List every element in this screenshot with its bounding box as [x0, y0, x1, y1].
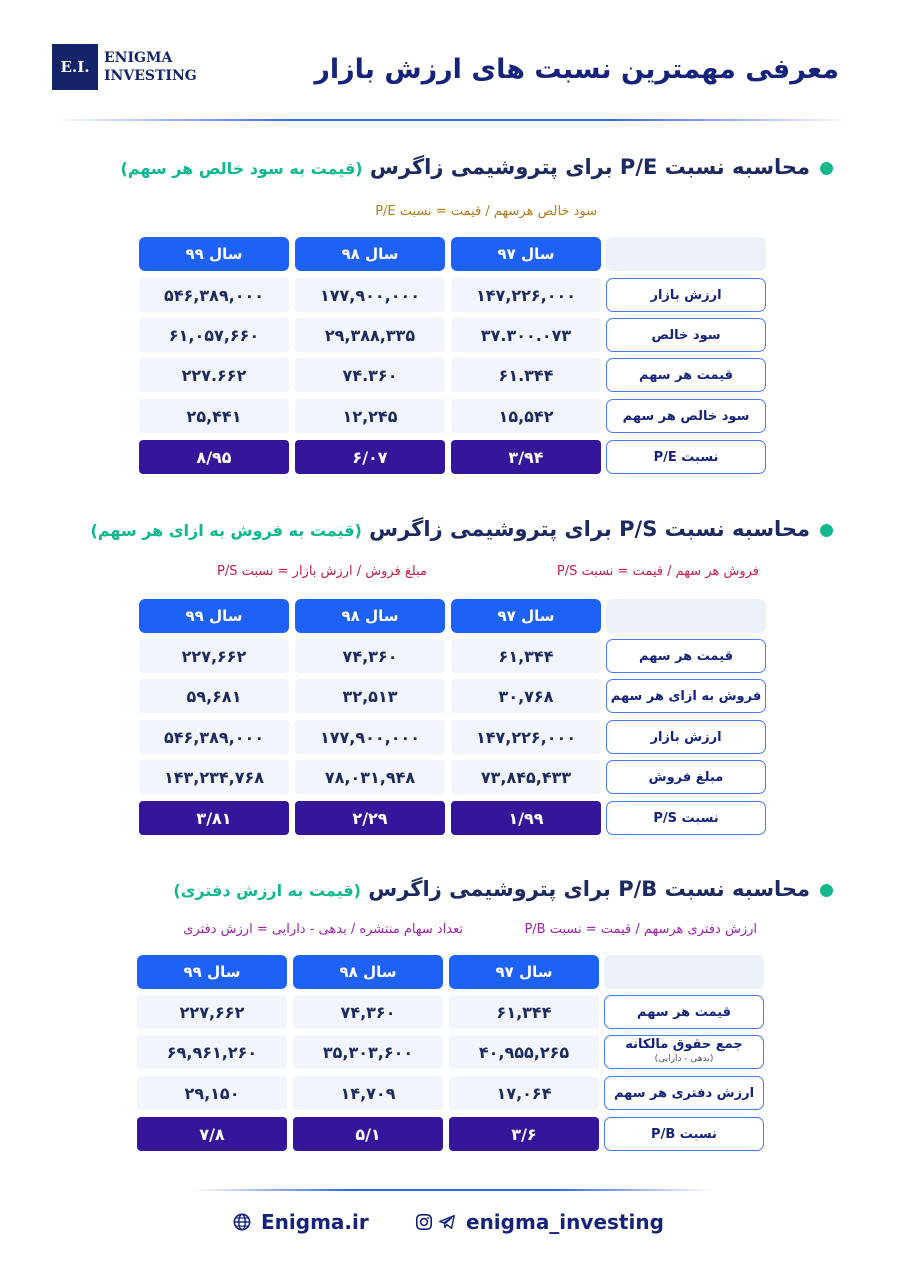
- ps-corner-cell: [606, 599, 766, 633]
- pe-cell: ۷۴.۳۶۰: [295, 358, 445, 392]
- pb-cell: ۴۰,۹۵۵,۲۶۵: [449, 1035, 599, 1069]
- pb-ratio-label: [604, 1117, 764, 1151]
- ps-row-label: قیمت هر سهم: [606, 639, 766, 673]
- pe-year-99: سال ۹۹: [139, 237, 289, 271]
- footer-social[interactable]: [415, 1210, 664, 1234]
- pb-row-label-text: قیمت هر سهم: [637, 1004, 732, 1020]
- website-text: Enigma.ir: [261, 1210, 369, 1234]
- pe-row-label: سود خالص هر سهم: [606, 399, 766, 433]
- pe-cell: ۱۴۷,۲۲۶,۰۰۰: [451, 278, 601, 312]
- ps-row-label: مبلغ فروش: [606, 760, 766, 794]
- pb-row-label: [604, 995, 764, 1029]
- pb-row-label-text: ارزش دفتری هر سهم: [613, 1085, 755, 1101]
- pe-corner-cell: [606, 237, 766, 271]
- pb-formula-1: ارزش دفتری هرسهم / قیمت = نسبت P/B: [524, 922, 757, 937]
- pb-section-title: [173, 877, 833, 901]
- pb-year-99: سال ۹۹: [137, 955, 287, 989]
- pe-cell: ۱۵,۵۴۲: [451, 399, 601, 433]
- pe-ratio-cell: ۳/۹۴: [451, 440, 601, 474]
- pb-row-label: [604, 1035, 764, 1069]
- pe-ratio-cell: ۸/۹۵: [139, 440, 289, 474]
- pe-row-label: قیمت هر سهم: [606, 358, 766, 392]
- social-handle-text: enigma_investing: [466, 1210, 664, 1234]
- pe-row-label: سود خالص: [606, 318, 766, 352]
- pe-ratio-label: نسبت P/E: [606, 440, 766, 474]
- ps-formula-2: مبلغ فروش / ارزش بازار = نسبت P/S: [216, 564, 427, 579]
- pb-ratio-cell: ۷/۸: [137, 1117, 287, 1151]
- pb-cell: ۶۱,۳۴۴: [449, 995, 599, 1029]
- pb-year-98: سال ۹۸: [293, 955, 443, 989]
- footer-website[interactable]: [233, 1210, 369, 1234]
- ps-row-label: فروش به ازای هر سهم: [606, 679, 766, 713]
- pb-formula-2: تعداد سهام منتشره / بدهی - دارایی = ارزش دفتری: [183, 922, 463, 937]
- pb-title: محاسبه نسبت P/B برای پتروشیمی زاگرس: [368, 877, 810, 901]
- ps-year-97: سال ۹۷: [451, 599, 601, 633]
- pe-cell: ۳۷.۳۰۰.۰۷۳: [451, 318, 601, 352]
- ps-formula-1: فروش هر سهم / قیمت = نسبت P/S: [556, 564, 759, 579]
- page-title: معرفی مهمترین نسبت های ارزش بازار: [314, 54, 839, 85]
- logo-mark: E.I.: [52, 44, 98, 90]
- pb-subtitle: (قیمت به ارزش دفتری): [173, 881, 361, 900]
- pb-row-sublabel: (بدهی - دارایی): [654, 1054, 714, 1064]
- pb-ratio-cell: ۵/۱: [293, 1117, 443, 1151]
- pe-cell: ۱۷۷,۹۰۰,۰۰۰: [295, 278, 445, 312]
- pb-corner-cell: [604, 955, 764, 989]
- pe-ratio-cell: ۶/۰۷: [295, 440, 445, 474]
- telegram-icon: [438, 1213, 456, 1231]
- pb-cell: ۲۹,۱۵۰: [137, 1076, 287, 1110]
- pe-cell: ۲۹,۳۸۸,۳۳۵: [295, 318, 445, 352]
- ps-cell: ۵۹,۶۸۱: [139, 679, 289, 713]
- pb-cell: ۷۴,۳۶۰: [293, 995, 443, 1029]
- ps-cell: ۱۴۷,۲۲۶,۰۰۰: [451, 720, 601, 754]
- ps-cell: ۲۲۷,۶۶۲: [139, 639, 289, 673]
- ps-row-label: ارزش بازار: [606, 720, 766, 754]
- bullet-dot: [820, 162, 833, 175]
- bullet-dot: [820, 884, 833, 897]
- ps-cell: ۱۷۷,۹۰۰,۰۰۰: [295, 720, 445, 754]
- ps-ratio-label: نسبت P/S: [606, 801, 766, 835]
- ps-year-98: سال ۹۸: [295, 599, 445, 633]
- logo: [52, 44, 197, 90]
- pe-cell: ۲۲۷.۶۶۲: [139, 358, 289, 392]
- ps-cell: ۷۸,۰۳۱,۹۴۸: [295, 760, 445, 794]
- pe-cell: ۲۵,۴۴۱: [139, 399, 289, 433]
- pe-cell: ۶۱,۰۵۷,۶۶۰: [139, 318, 289, 352]
- pb-cell: ۶۹,۹۶۱,۲۶۰: [137, 1035, 287, 1069]
- ps-cell: ۷۴,۳۶۰: [295, 639, 445, 673]
- logo-line-2: INVESTING: [104, 68, 197, 84]
- pe-title: محاسبه نسبت P/E برای پتروشیمی زاگرس: [369, 155, 810, 179]
- ps-cell: ۷۳,۸۴۵,۴۳۳: [451, 760, 601, 794]
- pe-cell: ۱۲,۲۴۵: [295, 399, 445, 433]
- instagram-icon: [415, 1213, 433, 1231]
- header: [0, 40, 905, 110]
- ps-subtitle: (قیمت به فروش به ازای هر سهم): [90, 521, 362, 540]
- pb-cell: ۲۲۷,۶۶۲: [137, 995, 287, 1029]
- pe-formula: سود خالص هرسهم / قیمت = نسبت P/E: [375, 204, 597, 219]
- ps-ratio-cell: ۲/۲۹: [295, 801, 445, 835]
- pe-year-98: سال ۹۸: [295, 237, 445, 271]
- pe-cell: ۶۱.۳۴۴: [451, 358, 601, 392]
- pe-section-title: [121, 155, 834, 179]
- ps-ratio-cell: ۱/۹۹: [451, 801, 601, 835]
- header-divider: [55, 119, 850, 121]
- logo-line-1: ENIGMA: [104, 50, 173, 66]
- ps-year-99: سال ۹۹: [139, 599, 289, 633]
- pb-ratio-cell: ۳/۶: [449, 1117, 599, 1151]
- pb-cell: ۱۴,۷۰۹: [293, 1076, 443, 1110]
- ps-cell: ۳۲,۵۱۳: [295, 679, 445, 713]
- logo-text: [104, 49, 197, 85]
- pb-row-label: [604, 1076, 764, 1110]
- ps-cell: ۳۰,۷۶۸: [451, 679, 601, 713]
- ps-section-title: [91, 517, 834, 541]
- ps-cell: ۱۴۳,۲۳۴,۷۶۸: [139, 760, 289, 794]
- pb-cell: ۳۵,۳۰۳,۶۰۰: [293, 1035, 443, 1069]
- ps-cell: ۵۴۶,۳۸۹,۰۰۰: [139, 720, 289, 754]
- pe-row-label: ارزش بازار: [606, 278, 766, 312]
- pe-subtitle: (قیمت به سود خالص هر سهم): [120, 159, 363, 178]
- bullet-dot: [820, 524, 833, 537]
- pb-row-label-text: نسبت P/B: [651, 1126, 717, 1142]
- pe-cell: ۵۴۶,۳۸۹,۰۰۰: [139, 278, 289, 312]
- ps-cell: ۶۱,۳۴۴: [451, 639, 601, 673]
- ps-ratio-cell: ۳/۸۱: [139, 801, 289, 835]
- footer-divider: [190, 1189, 715, 1191]
- pb-cell: ۱۷,۰۶۴: [449, 1076, 599, 1110]
- pb-row-label-text: جمع حقوق مالکانه: [625, 1037, 743, 1052]
- ps-title: محاسبه نسبت P/S برای پتروشیمی زاگرس: [369, 517, 810, 541]
- globe-icon: [233, 1213, 251, 1231]
- footer: [0, 1210, 905, 1240]
- pb-year-97: سال ۹۷: [449, 955, 599, 989]
- pe-year-97: سال ۹۷: [451, 237, 601, 271]
